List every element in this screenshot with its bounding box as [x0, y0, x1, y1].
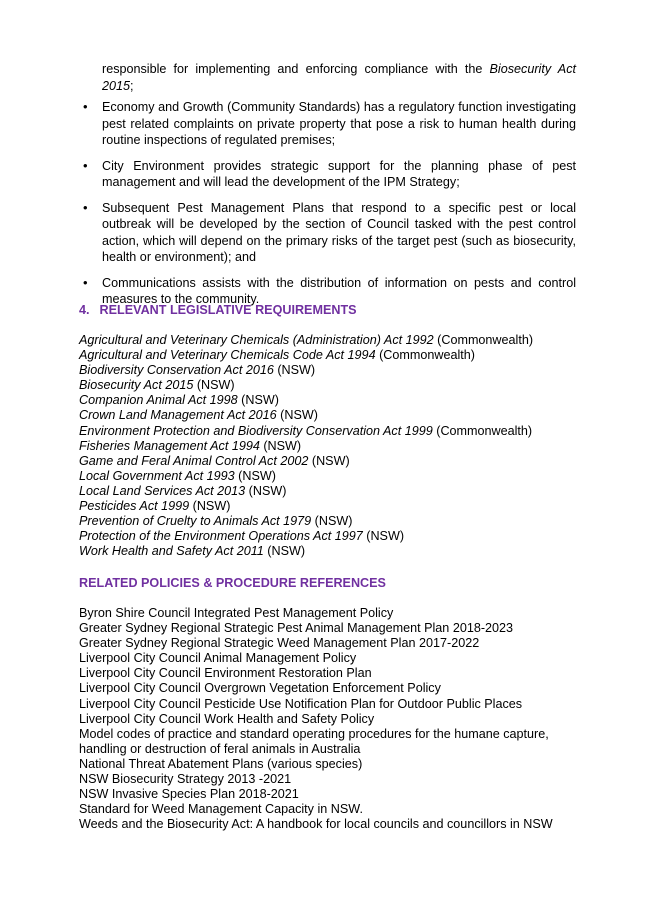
policy-item: Liverpool City Council Work Health and Safety Policy: [79, 711, 375, 726]
act-item: [79, 333, 579, 348]
act-item: [79, 454, 579, 469]
continuation-act: Biosecurity Act 2015: [102, 62, 576, 93]
act-item: [79, 348, 579, 363]
act-item: [79, 393, 579, 408]
act-title: Crown Land Management Act 2016: [79, 408, 277, 423]
act-jurisdiction: (NSW): [234, 468, 276, 483]
act-title: Agricultural and Veterinary Chemicals Code Act 1994: [79, 348, 376, 363]
policy-item: Liverpool City Council Environment Restoration Plan: [79, 666, 372, 681]
act-item: [79, 469, 579, 484]
act-title: Local Land Services Act 2013: [79, 483, 246, 498]
act-jurisdiction: (NSW): [308, 453, 350, 468]
policy-item: Model codes of practice and standard operating procedures for the humane capture, handling or destruction of feral animals in Australia: [79, 726, 549, 756]
act-item: [79, 544, 579, 559]
policy-item: Weeds and the Biosecurity Act: A handbook for local councils and councillors in NSW: [79, 817, 553, 832]
policy-item: Greater Sydney Regional Strategic Pest Animal Management Plan 2018-2023: [79, 621, 514, 636]
act-title: Biosecurity Act 2015: [79, 378, 194, 393]
act-jurisdiction: (NSW): [245, 483, 287, 498]
act-item: [79, 484, 579, 499]
act-jurisdiction: (NSW): [189, 499, 231, 514]
act-jurisdiction: (Commonwealth): [375, 348, 475, 363]
policy-item: Standard for Weed Management Capacity in NSW.: [79, 802, 363, 817]
act-item: [79, 514, 579, 529]
policy-item: Liverpool City Council Overgrown Vegetation Enforcement Policy: [79, 681, 441, 696]
bullet-item: • Subsequent Pest Management Plans that respond to a specific pest or local outbreak will be developed by the section of Council tasked with the pest control action, which will depend on the primary risks of the target pest (such as biosecurity, health or environment); and: [79, 200, 576, 266]
act-title: Protection of the Environment Operations Act 1997: [79, 529, 363, 544]
legislation-list: [79, 333, 579, 559]
bullet-item: • Economy and Growth (Community Standards) has a regulatory function investigating pest related complaints on private property that pose a risk to human health during routine inspections of regulated premises;: [79, 99, 576, 149]
related-policies-heading: RELATED POLICIES & PROCEDURE REFERENCES: [79, 576, 386, 590]
policy-item: Liverpool City Council Animal Management Policy: [79, 651, 357, 666]
policy-item: Byron Shire Council Integrated Pest Management Policy: [79, 606, 394, 620]
act-title: Local Government Act 1993: [79, 468, 235, 483]
act-jurisdiction: (NSW): [311, 514, 353, 529]
responsibility-bullet-list: [79, 99, 576, 317]
act-jurisdiction: (Commonwealth): [432, 423, 533, 438]
policy-item: National Threat Abatement Plans (various species): [79, 756, 363, 771]
act-item: [79, 363, 579, 378]
act-title: Environment Protection and Biodiversity Conservation Act 1999: [79, 423, 433, 438]
act-jurisdiction: (NSW): [276, 408, 318, 423]
act-title: Game and Feral Animal Control Act 2002: [79, 453, 309, 468]
act-item: [79, 378, 579, 393]
act-title: Agricultural and Veterinary Chemicals (Administration) Act 1992: [79, 333, 434, 347]
continuation-text: responsible for implementing and enforcing compliance with the: [102, 62, 490, 76]
act-title: Pesticides Act 1999: [79, 499, 190, 514]
act-title: Fisheries Management Act 1994: [79, 438, 260, 453]
act-title: Prevention of Cruelty to Animals Act 1979: [79, 514, 312, 529]
policy-item: NSW Biosecurity Strategy 2013 -2021: [79, 772, 292, 787]
policy-item: Greater Sydney Regional Strategic Weed Management Plan 2017-2022: [79, 636, 480, 651]
act-jurisdiction: (NSW): [273, 363, 316, 378]
legislation-heading: [79, 303, 357, 317]
act-jurisdiction: (NSW): [259, 438, 302, 453]
act-item: [79, 499, 579, 514]
act-jurisdiction: (NSW): [263, 544, 306, 559]
act-item: [79, 424, 579, 439]
act-item: [79, 529, 579, 544]
act-jurisdiction: (NSW): [193, 378, 235, 393]
related-policies-list: [79, 606, 577, 832]
bullet-item: • Communications assists with the distribution of information on pests and control measures to the community.: [79, 275, 576, 308]
legislation-heading-text: RELEVANT LEGISLATIVE REQUIREMENTS: [99, 303, 357, 317]
policy-item: NSW Invasive Species Plan 2018-2021: [79, 787, 299, 802]
act-jurisdiction: (Commonwealth): [433, 333, 534, 347]
section-number: 4.: [79, 303, 90, 317]
bullet-item: • City Environment provides strategic support for the planning phase of pest management and will lead the development of the IPM Strategy;: [79, 158, 576, 191]
act-item: [79, 408, 579, 423]
policy-item: Liverpool City Council Pesticide Use Notification Plan for Outdoor Public Places: [79, 696, 523, 711]
act-item: [79, 439, 579, 454]
act-jurisdiction: (NSW): [362, 529, 405, 544]
act-title: Biodiversity Conservation Act 2016: [79, 363, 274, 378]
act-title: Companion Animal Act 1998: [79, 393, 238, 408]
continuation-paragraph: [102, 61, 576, 94]
continuation-end: ;: [130, 78, 134, 93]
act-jurisdiction: (NSW): [237, 393, 279, 408]
act-title: Work Health and Safety Act 2011: [79, 544, 264, 559]
